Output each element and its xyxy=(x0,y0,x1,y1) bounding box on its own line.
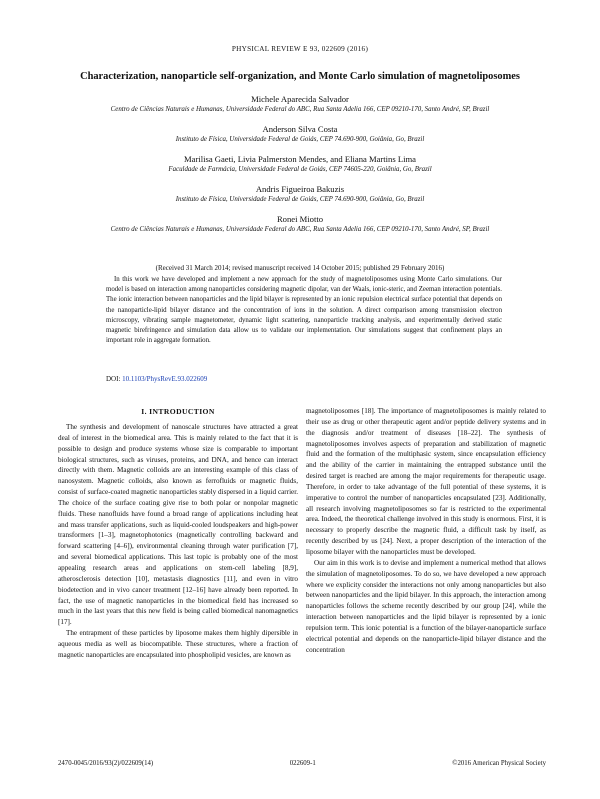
footer-issn: 2470-0045/2016/93(2)/022609(14) xyxy=(58,760,154,767)
author-block xyxy=(30,154,570,174)
author-name: Andris Figueiroa Bakuzis xyxy=(255,184,345,194)
author-name: Michele Aparecida Salvador xyxy=(251,94,349,104)
author-name: Marilisa Gaeti, Livia Palmerston Mendes, and Eliana Martins Lima xyxy=(184,154,416,164)
author-affiliation: Instituto de Física, Universidade Federal de Goiás, CEP 74.690-900, Goiânia, Go, Brazil xyxy=(175,196,425,203)
paragraph: Our aim in this work is to devise and implement a numerical method that allows the simulation of magnetoliposomes. To do so, we have developed a new approach where we explicity consider the interactions not only among nanoparticles but also between nanoparticles and the lipid bilayer. In this approach, the interaction among nanoparticles follows the scheme recently described by our group [24], while the interaction between nanoparticles and the lipid bilayer is represented by a ionic repulsion term. This ionic potential is a function of the bilayer-nanoparticle surface electrical potential and depends on the nanoparticle-lipid bilayer distance and the concentration xyxy=(306,558,546,654)
right-column xyxy=(306,406,546,655)
paragraph: The entrapment of these particles by liposome makes them highly dipersible in aqueous media as well as biocompatible. These structures, where a fraction of magnetic nanoparticles are encapsulated into phospholipid vesicles, are known as xyxy=(58,629,298,659)
author-affiliation: Centro de Ciências Naturais e Humanas, Universidade Federal do ABC, Rua Santa Adelia 166, CEP 09210-170, Santo André, SP, Brazil xyxy=(110,106,490,113)
author-block xyxy=(30,214,570,234)
author-name: Anderson Silva Costa xyxy=(262,124,338,134)
abstract xyxy=(106,275,502,346)
footer-page-number: 022609-1 xyxy=(289,760,316,767)
section-heading: I. INTRODUCTION xyxy=(141,407,215,416)
doi-label: DOI: xyxy=(106,375,121,383)
author-block xyxy=(30,124,570,144)
doi-line xyxy=(106,375,207,383)
article-title: Characterization, nanoparticle self-organization, and Monte Carlo simulation of magnetoliposomes xyxy=(80,71,520,82)
page-footer xyxy=(58,760,546,767)
journal-header: PHYSICAL REVIEW E 93, 022609 (2016) xyxy=(231,45,369,53)
doi-link[interactable]: 10.1103/PhysRevE.93.022609 xyxy=(122,375,208,383)
author-affiliation: Faculdade de Farmácia, Universidade Federal de Goiás, CEP 74605-220, Goiânia, Go, Brazil xyxy=(168,166,432,173)
footer-copyright: ©2016 American Physical Society xyxy=(452,760,546,767)
author-name: Ronei Miotto xyxy=(276,214,324,224)
paragraph: The synthesis and development of nanoscale structures have attracted a great deal of interest in the biomedical area. This is mainly related to the fact that it is possible to design and produce systems whose size is comparable to important biological structures, such as viruses, proteins, and DNA, and hence can interact directly with them. Magnetic colloids are an interesting example of this class of nanosystem. Magnetic colloids, also known as ferrofluids or magnetic fluids, consist of surface-coated magnetic nanoparticles stably dispersed in a liquid carrier. The choice of the surface coating give rise to both polar or nonpolar magnetic fluids. These nanofluids have found a broad range of applications including heat and mass transfer applications, such as liquid-cooled loudspeakers and high-power transformers [1–3], magnetophotonics (magnetically controlling backward and forward scattering [4–6]), environmental cleaning through water purification [7], and several biomedical applications. This last topic is probably one of the most appealing research areas and applications on stem-cell labeling [8,9], atherosclerosis detection [10], metastasis diagnostics [11], and even in vitro biodetection and in vivo cancer treatment [12–16] have already been reported. In fact, the use of magnetic nanoparticles in the biomedical field has increased so much in the last years that this new field is being called biomedical nanomagnetics [17]. xyxy=(58,423,298,627)
author-affiliation: Instituto de Física, Universidade Federal de Goiás, CEP 74.690-900, Goiânia, Go, Brazil xyxy=(175,136,425,143)
author-block xyxy=(30,184,570,204)
author-list xyxy=(30,94,570,234)
author-block xyxy=(30,94,570,114)
paragraph: magnetoliposomes [18]. The importance of magnetoliposomes is mainly related to their use as drug or other therapeutic agent and/or peptide delivery systems and in the diagnosis and/or treatment of diseases [18–22]. The synthesis of magnetoliposomes involves aspects of preparation and stabilization of magnetic fluid and the formation of the multiphasic system, since encapsulation efficiency and the ability of the carrier in maintaining the entrapped substance until the desired target is reached are among the major requirements for therapeutic usage. Therefore, in order to take advantage of the full potential of these systems, it is imperative to control the number of nanoparticles encapsulated [23]. Additionally, all research involving magnetoliposomes so far is restricted to the experimental area. Indeed, the theoretical challenge involved in this study is enormous. First, it is necessary to properly describe the magnetic fluid, a difficult task by itself, as recently described by us [24]. Next, a proper description of the interaction of the liposome bilayer with the nanoparticles must be developed. xyxy=(306,407,546,556)
left-column xyxy=(58,422,298,661)
author-affiliation: Centro de Ciências Naturais e Humanas, Universidade Federal do ABC, Rua Santa Adelia 166, CEP 09210-170, Santo André, SP, Brazil xyxy=(110,226,490,233)
abstract-text: In this work we have developed and implement a new approach for the study of magnetoliposomes using Monte Carlo simulations. Our model is based on interaction among nanoparticles considering magnetic dipolar, van der Waals, ionic-steric, and Zeeman interaction potentials. The ionic interaction between nanoparticles and the lipid bilayer is represented by an ionic repulsion electrical surface potential that depends on the nanoparticle-lipid bilayer distance and the concentration of ions in the solution. A direct comparison among transmission electron microscopy, vibrating sample magnetometer, dynamic light scattering, nanoparticle tracking analysis, and experimentally derived static magnetic birefringence and simulation data allow us to validate our implementation. Our simulations suggest that confinement plays an important role in aggregate formation. xyxy=(106,276,502,345)
received-dates: (Received 31 March 2014; revised manuscript received 14 October 2015; published 29 February 2016) xyxy=(155,264,445,272)
